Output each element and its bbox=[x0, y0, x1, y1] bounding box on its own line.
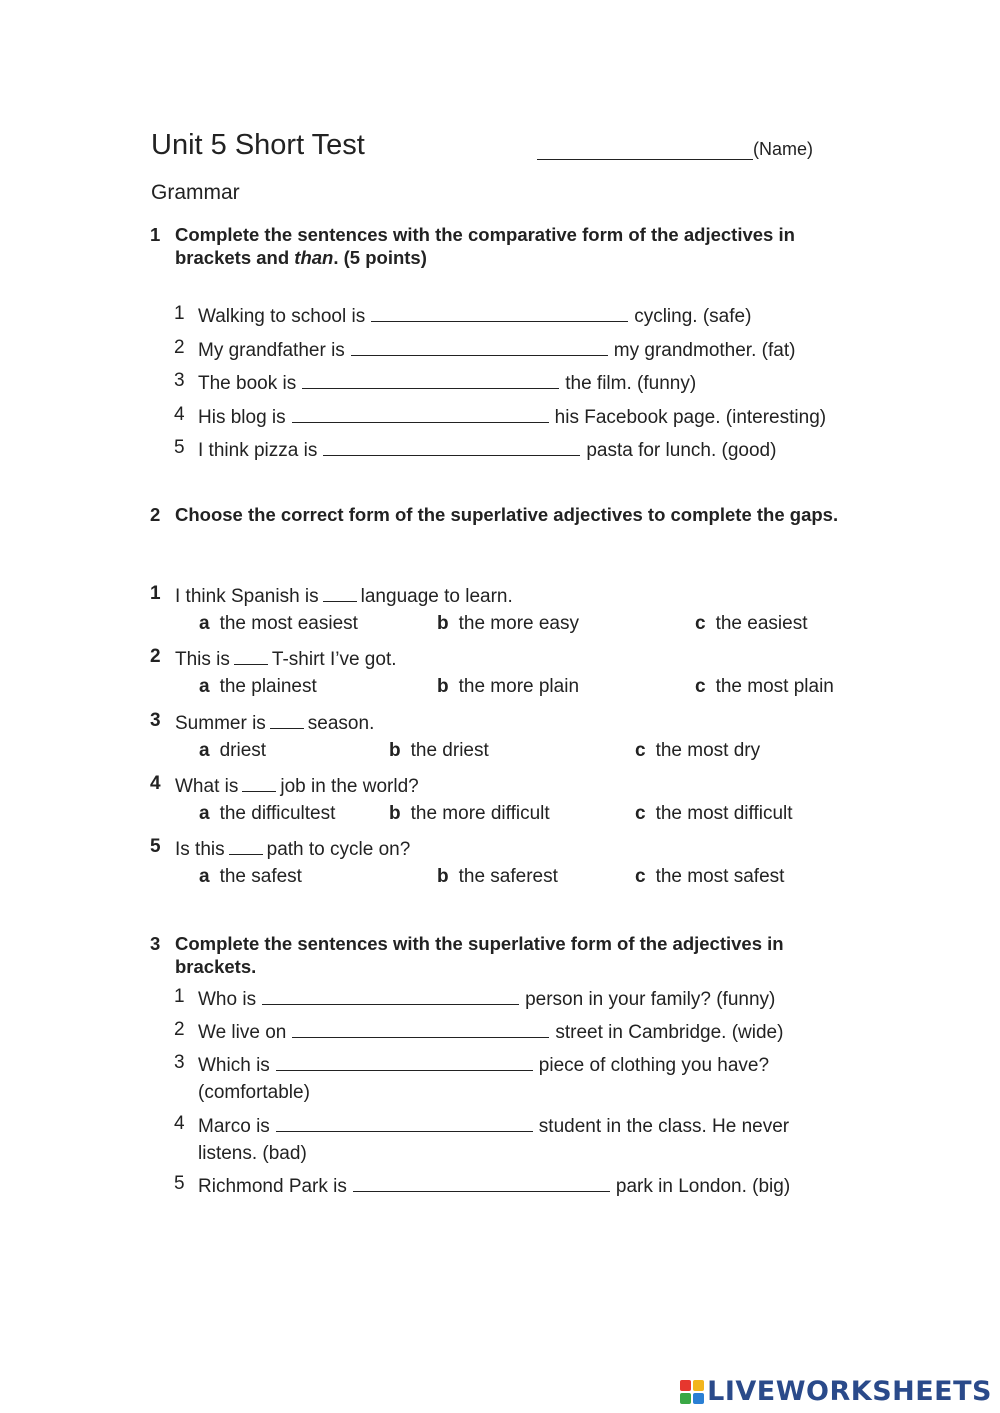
name-label: (Name) bbox=[753, 139, 814, 159]
section-subtitle: Grammar bbox=[151, 181, 240, 204]
section-number: 2 bbox=[150, 504, 161, 525]
list-item: 3 Which is piece of clothing you have? (comfortable) bbox=[174, 1052, 770, 1103]
answer-blank[interactable] bbox=[351, 336, 608, 356]
answer-blank[interactable] bbox=[323, 582, 357, 602]
name-field[interactable] bbox=[537, 138, 813, 160]
section-instruction: Complete the sentences with the superlative form of the adjectives in brackets. bbox=[175, 933, 784, 977]
section-1-heading bbox=[150, 223, 870, 271]
option-a[interactable]: a the plainest bbox=[199, 676, 317, 697]
option-a[interactable]: a driest bbox=[199, 740, 267, 761]
answer-blank[interactable] bbox=[242, 772, 276, 792]
logo-text: LIVEWORKSHEETS bbox=[707, 1376, 992, 1407]
answer-blank[interactable] bbox=[353, 1172, 610, 1192]
option-c[interactable]: c the most safest bbox=[635, 866, 785, 887]
answer-blank[interactable] bbox=[292, 403, 549, 423]
list-item: 4 Marco is student in the class. He never listens. (bad) bbox=[174, 1113, 790, 1164]
option-a[interactable]: a the difficultest bbox=[199, 803, 336, 824]
answer-blank[interactable] bbox=[276, 1112, 533, 1132]
option-b[interactable]: b the driest bbox=[389, 740, 489, 761]
section-number: 3 bbox=[150, 933, 161, 954]
option-c[interactable]: c the most plain bbox=[695, 676, 834, 697]
answer-blank[interactable] bbox=[262, 985, 519, 1005]
option-c[interactable]: c the most dry bbox=[635, 740, 761, 761]
answer-blank[interactable] bbox=[229, 835, 263, 855]
section-number: 1 bbox=[150, 224, 161, 245]
option-b[interactable]: b the more easy bbox=[437, 613, 580, 634]
section-3-heading bbox=[150, 932, 870, 980]
answer-blank[interactable] bbox=[234, 645, 268, 665]
option-c[interactable]: c the easiest bbox=[695, 613, 808, 634]
section-2-heading bbox=[150, 503, 870, 551]
liveworksheets-logo[interactable] bbox=[680, 1377, 992, 1407]
answer-blank[interactable] bbox=[292, 1018, 549, 1038]
option-b[interactable]: b the more plain bbox=[437, 676, 580, 697]
option-a[interactable]: a the safest bbox=[199, 866, 302, 887]
answer-blank[interactable] bbox=[270, 709, 304, 729]
option-b[interactable]: b the saferest bbox=[437, 866, 558, 887]
logo-icon bbox=[680, 1380, 704, 1404]
answer-blank[interactable] bbox=[323, 436, 580, 456]
section-instruction: Choose the correct form of the superlative adjectives to complete the gaps. bbox=[175, 504, 839, 525]
answer-blank[interactable] bbox=[302, 369, 559, 389]
section-instruction: Complete the sentences with the comparative form of the adjectives in brackets and than. (5 points) bbox=[175, 224, 795, 268]
option-a[interactable]: a the most easiest bbox=[199, 613, 358, 634]
page-title: Unit 5 Short Test bbox=[151, 129, 365, 161]
option-b[interactable]: b the more difficult bbox=[389, 803, 550, 824]
option-c[interactable]: c the most difficult bbox=[635, 803, 793, 824]
answer-blank[interactable] bbox=[371, 302, 628, 322]
name-blank[interactable] bbox=[537, 139, 753, 160]
answer-blank[interactable] bbox=[276, 1051, 533, 1071]
